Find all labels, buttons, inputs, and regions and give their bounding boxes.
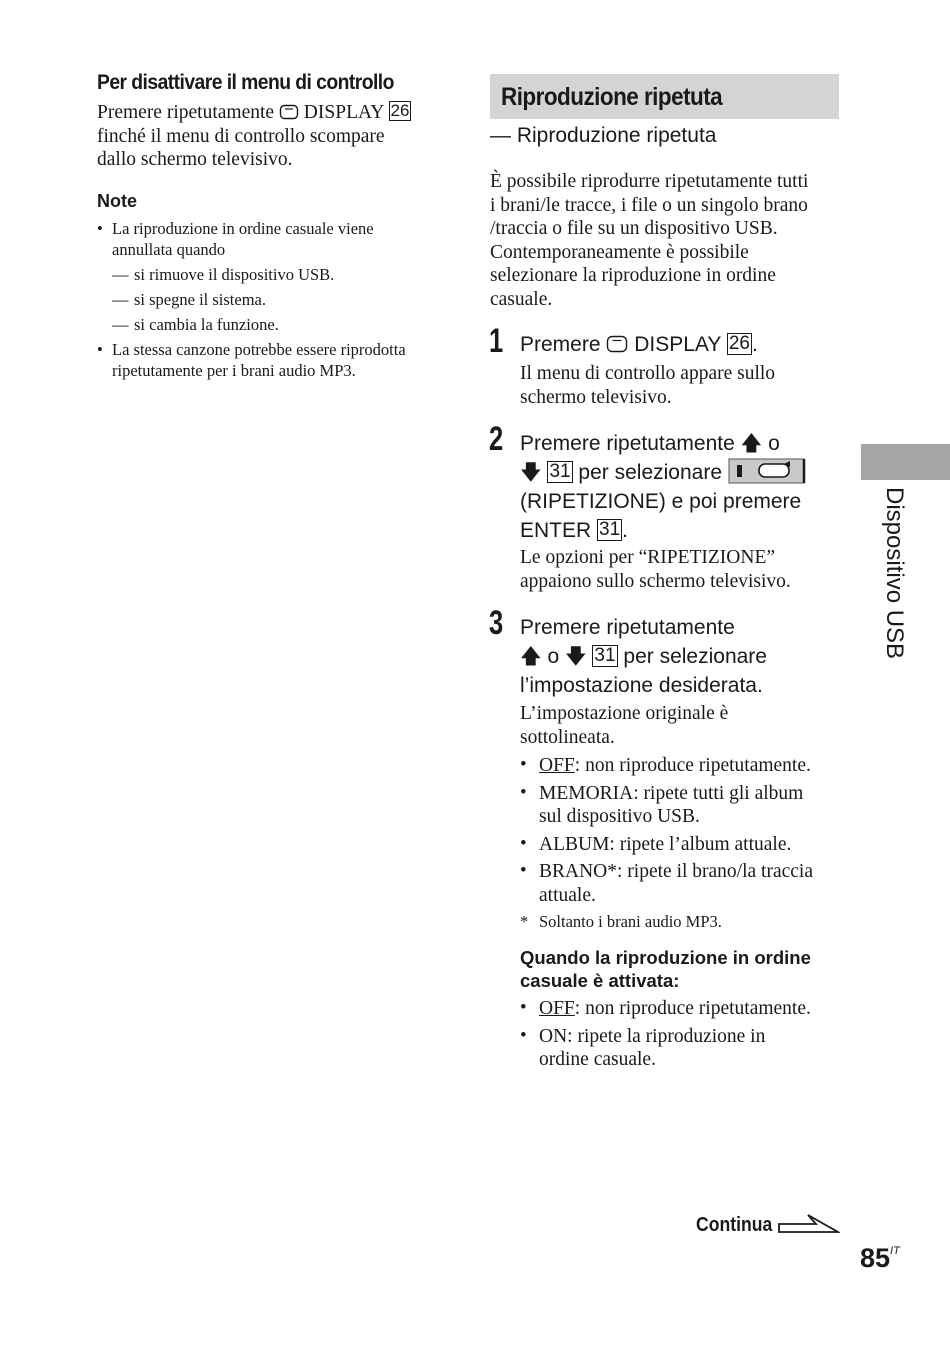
step-text: Premere bbox=[520, 333, 601, 356]
bullet-icon: • bbox=[520, 781, 527, 803]
desc-line: appaiono sullo schermo televisivo. bbox=[520, 570, 791, 592]
option-item bbox=[520, 1025, 845, 1072]
option-text: : ripete il brano/la traccia bbox=[617, 861, 813, 882]
display-label: DISPLAY bbox=[634, 333, 721, 356]
option-key: MEMORIA bbox=[539, 782, 634, 804]
option-item bbox=[520, 782, 845, 829]
intro-line: casuale. bbox=[490, 288, 553, 310]
option-text: : non riproduce ripetutamente. bbox=[574, 998, 811, 1019]
continue-label: Continua bbox=[696, 1214, 773, 1236]
desc-line: Il menu di controllo appare sullo bbox=[520, 363, 776, 384]
desc-line: Le opzioni per “RIPETIZIONE” bbox=[520, 547, 776, 568]
step-text: per selezionare bbox=[578, 461, 723, 484]
desc-line: L’impostazione originale è bbox=[520, 703, 729, 724]
option-key: BRANO* bbox=[539, 861, 618, 882]
sidebar-section-label: Dispositivo USB bbox=[881, 487, 908, 660]
intro-line: Contemporaneamente è possibile bbox=[490, 241, 749, 263]
asterisk: * bbox=[520, 912, 529, 931]
step-1-description bbox=[520, 362, 840, 409]
page-lang-code: IT bbox=[890, 1245, 900, 1257]
step-number: 1 bbox=[489, 322, 504, 360]
section-heading-disable-menu: Per disattivare il menu di controllo bbox=[97, 71, 394, 94]
desc-line: sottolineata. bbox=[520, 726, 615, 748]
note-text: La stessa canzone potrebbe essere riprodotta bbox=[112, 340, 406, 359]
step-2-description bbox=[520, 546, 840, 593]
note-sub-item: — si cambia la funzione. bbox=[112, 315, 279, 334]
para-text: Premere ripetutamente bbox=[97, 102, 275, 123]
shuffle-heading-line: Quando la riproduzione in ordine bbox=[520, 947, 811, 968]
disable-menu-paragraph bbox=[97, 101, 457, 172]
note-sub-text: si spegne il sistema. bbox=[134, 290, 266, 309]
repeat-options-list bbox=[520, 754, 845, 932]
bullet-icon: • bbox=[520, 754, 527, 775]
section-banner bbox=[490, 74, 839, 119]
notes-heading: Note bbox=[97, 191, 137, 211]
desc-line: schermo televisivo. bbox=[520, 386, 672, 408]
step-number: 2 bbox=[489, 420, 504, 458]
display-label: DISPLAY bbox=[303, 102, 384, 123]
ref-number-box: 26 bbox=[728, 333, 750, 354]
option-key: ALBUM bbox=[539, 833, 610, 855]
section-tab bbox=[861, 444, 950, 480]
option-text: : non riproduce ripetutamente. bbox=[574, 755, 811, 776]
bullet-icon: • bbox=[97, 219, 103, 238]
option-text: : ripete l’album attuale. bbox=[609, 833, 792, 855]
shuffle-heading bbox=[520, 946, 850, 992]
option-item bbox=[520, 860, 845, 907]
option-key: ON bbox=[539, 1025, 568, 1047]
step-text: per selezionare bbox=[623, 645, 767, 668]
step-text: l’impostazione desiderata. bbox=[520, 674, 763, 697]
note-text: La riproduzione in ordine casuale viene bbox=[112, 219, 374, 238]
option-key: OFF bbox=[539, 998, 575, 1019]
bullet-icon: • bbox=[520, 997, 527, 1018]
shuffle-heading-line: casuale è attivata: bbox=[520, 970, 680, 991]
display-button-icon bbox=[279, 104, 299, 120]
section-subtitle: — Riproduzione ripetuta bbox=[490, 124, 717, 147]
page-number-value: 85 bbox=[860, 1243, 891, 1273]
repeat-menu-icon bbox=[728, 458, 806, 484]
intro-line: selezionare la riproduzione in ordine bbox=[490, 265, 776, 286]
option-text: attuale. bbox=[539, 884, 596, 906]
step-text: o bbox=[768, 432, 780, 455]
note-item bbox=[97, 339, 457, 381]
arrow-up-icon: 🡅 bbox=[740, 432, 763, 455]
step-2-instruction: Premere ripetutamente 🡅 o 🡇 31 per selezionare (RIPETIZIONE) e poi premere ENTER 31. bbox=[520, 429, 840, 545]
step-text: o bbox=[547, 645, 560, 668]
note-text: ripetutamente per i brani audio MP3. bbox=[112, 361, 356, 380]
ref-number-box: 31 bbox=[599, 519, 621, 540]
option-key: OFF bbox=[539, 755, 575, 776]
intro-line: È possibile riprodurre ripetutamente tutti bbox=[490, 171, 809, 192]
option-text: : ripete la riproduzione in bbox=[567, 1025, 766, 1047]
option-item bbox=[520, 997, 845, 1021]
step-3-instruction bbox=[520, 613, 840, 700]
display-button-icon bbox=[606, 335, 628, 353]
enter-label: ENTER bbox=[520, 519, 592, 542]
intro-paragraph bbox=[490, 170, 850, 311]
step-1-instruction: Premere DISPLAY 26. bbox=[520, 333, 758, 356]
bullet-icon: • bbox=[520, 1024, 527, 1046]
step-number: 3 bbox=[489, 604, 504, 642]
intro-line: i brani/le tracce, i file o un singolo brano bbox=[490, 194, 808, 216]
arrow-down-icon: 🡇 bbox=[564, 645, 587, 668]
note-sub-text: si cambia la funzione. bbox=[134, 315, 279, 334]
option-text: : ripete tutti gli album bbox=[633, 782, 804, 804]
continue-arrow-icon bbox=[778, 1212, 840, 1238]
step-text: Premere ripetutamente bbox=[520, 432, 735, 455]
para-text: dallo schermo televisivo. bbox=[97, 149, 293, 170]
step-text: (RIPETIZIONE) e poi premere bbox=[520, 490, 802, 513]
note-item bbox=[97, 218, 457, 260]
page-number bbox=[860, 1243, 900, 1274]
footnote-text: Soltanto i brani audio MP3. bbox=[539, 912, 722, 931]
arrow-up-icon: 🡅 bbox=[520, 645, 542, 668]
note-sub-item: — si rimuove il dispositivo USB. bbox=[112, 265, 335, 284]
notes-list bbox=[97, 218, 457, 381]
step-3-description bbox=[520, 702, 840, 749]
shuffle-options-list bbox=[520, 997, 845, 1076]
ref-number-box: 31 bbox=[594, 645, 616, 666]
option-text: ordine casuale. bbox=[539, 1049, 656, 1070]
note-sub-item: — si spegne il sistema. bbox=[112, 290, 266, 309]
option-text: sul dispositivo USB. bbox=[539, 806, 700, 827]
intro-line: /traccia o file su un dispositivo USB. bbox=[490, 218, 778, 239]
arrow-down-icon: 🡇 bbox=[520, 461, 542, 484]
bullet-icon: • bbox=[520, 860, 527, 881]
footnote bbox=[520, 911, 845, 932]
para-text: finché il menu di controllo scompare bbox=[97, 125, 385, 147]
ref-number-box: 31 bbox=[549, 461, 571, 482]
note-sub-text: si rimuove il dispositivo USB. bbox=[134, 265, 335, 284]
option-item bbox=[520, 754, 845, 778]
bullet-icon: • bbox=[97, 340, 103, 359]
note-text: annullata quando bbox=[112, 240, 226, 259]
section-title: Riproduzione ripetuta bbox=[501, 83, 723, 111]
bullet-icon: • bbox=[520, 832, 527, 854]
option-item bbox=[520, 833, 845, 857]
step-text: Premere ripetutamente bbox=[520, 616, 735, 639]
ref-number-box: 26 bbox=[390, 101, 410, 120]
